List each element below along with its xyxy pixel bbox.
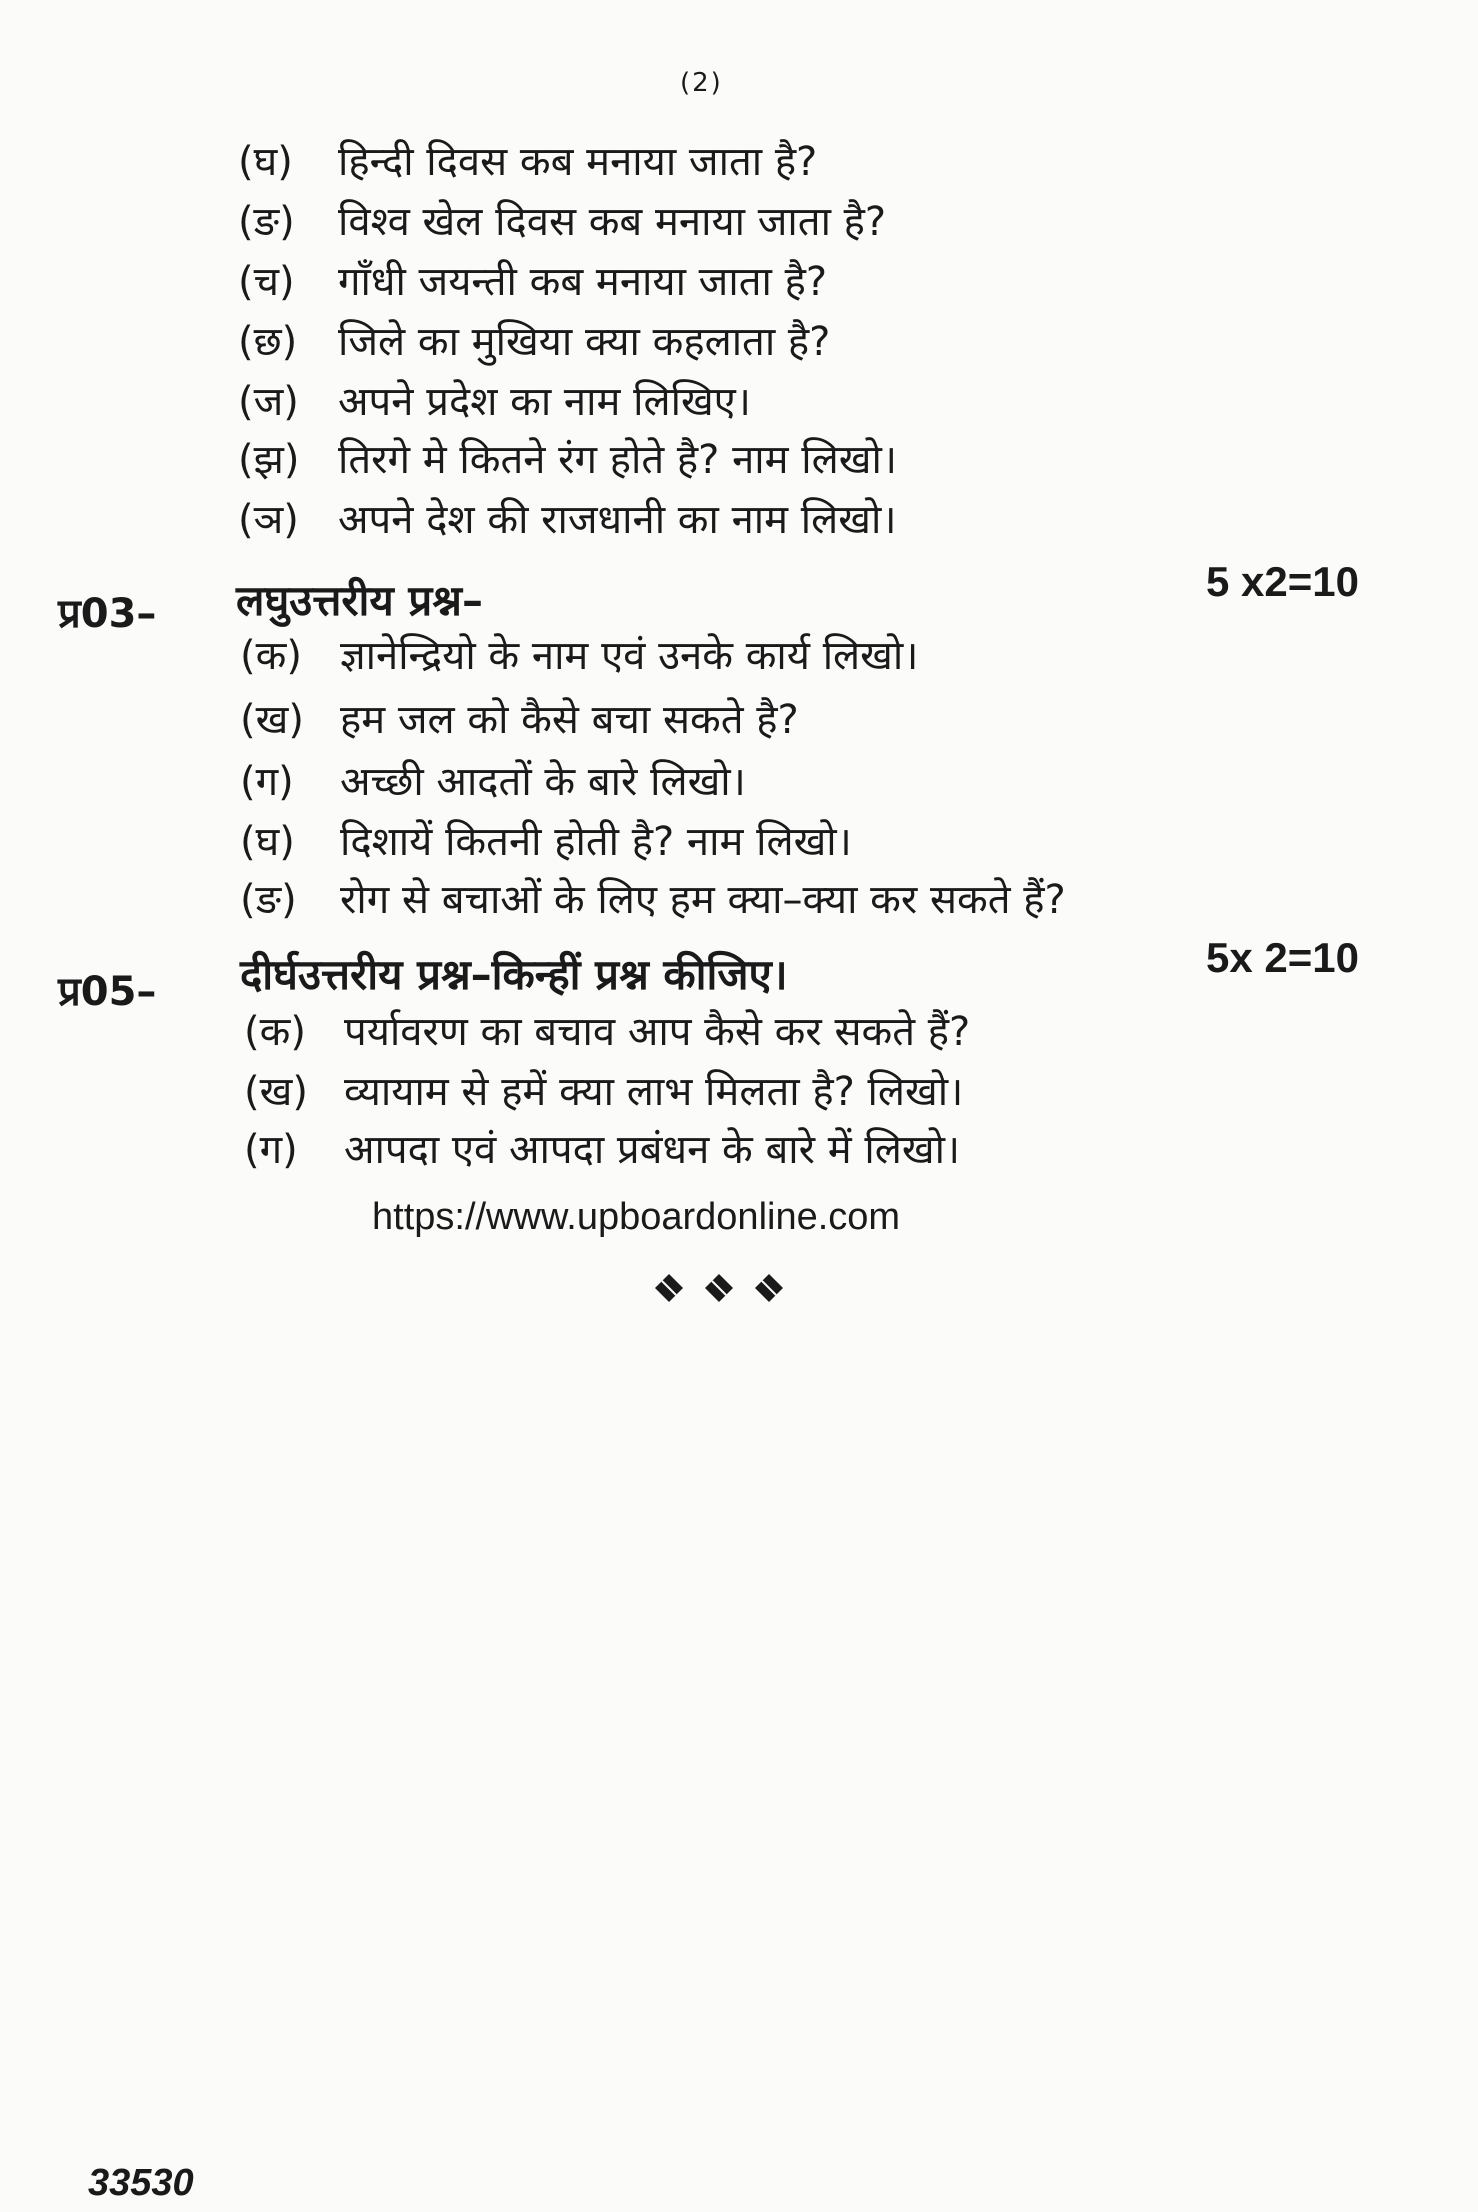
item-text: पर्यावरण का बचाव आप कैसे कर सकते हैं? xyxy=(344,1009,971,1055)
item-text: व्यायाम से हमें क्या लाभ मिलता है? लिखो। xyxy=(344,1069,964,1115)
list-item xyxy=(244,1069,964,1115)
item-text: हिन्दी दिवस कब मनाया जाता है? xyxy=(338,139,818,185)
item-text: जिले का मुखिया क्या कहलाता है? xyxy=(338,319,831,365)
item-text: अपने देश की राजधानी का नाम लिखो। xyxy=(338,497,897,543)
website-url: https://www.upboardonline.com xyxy=(372,1196,901,1238)
list-item xyxy=(238,199,887,245)
list-item xyxy=(238,379,751,425)
item-label: (क) xyxy=(244,1009,306,1055)
list-item xyxy=(244,1009,971,1055)
item-text: विश्व खेल दिवस कब मनाया जाता है? xyxy=(338,199,887,245)
item-text: आपदा एवं आपदा प्रबंधन के बारे में लिखो। xyxy=(344,1127,961,1173)
item-label: (ग) xyxy=(240,759,294,805)
page-number: (2) xyxy=(680,68,723,98)
list-item xyxy=(238,437,897,483)
item-label: (ज) xyxy=(238,379,299,425)
item-label: (झ) xyxy=(238,437,300,483)
item-label: (च) xyxy=(238,259,295,305)
item-text: अपने प्रदेश का नाम लिखिए। xyxy=(338,379,751,425)
list-item xyxy=(240,877,1066,923)
list-item xyxy=(238,319,831,365)
item-label: (ङ) xyxy=(238,199,295,245)
item-text: ज्ञानेन्द्रियो के नाम एवं उनके कार्य लिखो। xyxy=(340,633,919,679)
list-item xyxy=(238,139,818,185)
question-marks: 5x 2=10 xyxy=(1206,934,1359,981)
item-text: हम जल को कैसे बचा सकते है? xyxy=(340,697,799,743)
list-item xyxy=(238,259,828,305)
list-item xyxy=(240,697,799,743)
list-item xyxy=(240,819,852,865)
list-item xyxy=(240,633,919,679)
question-heading: दीर्घउत्तरीय प्रश्न–किन्हीं प्रश्न कीजिए। xyxy=(240,950,788,999)
item-label: (छ) xyxy=(238,319,298,365)
item-label: (ख) xyxy=(240,697,304,743)
list-item xyxy=(244,1127,961,1173)
question-marks: 5 x2=10 xyxy=(1206,558,1359,605)
item-label: (घ) xyxy=(238,139,293,185)
item-text: दिशायें कितनी होती है? नाम लिखो। xyxy=(340,819,852,865)
paper-code: 33530 xyxy=(88,2162,194,2204)
item-label: (ञ) xyxy=(238,497,299,543)
item-label: (क) xyxy=(240,633,302,679)
question-number: प्र03– xyxy=(58,591,157,637)
item-label: (ङ) xyxy=(240,877,297,923)
list-item xyxy=(238,497,897,543)
item-text: तिरगे मे कितने रंग होते है? नाम लिखो। xyxy=(338,437,897,483)
question-number: प्र05– xyxy=(58,969,157,1015)
list-item xyxy=(240,759,746,805)
question-heading: लघुउत्तरीय प्रश्न– xyxy=(236,576,483,625)
item-text: रोग से बचाओं के लिए हम क्या–क्या कर सकते हैं? xyxy=(340,877,1066,923)
item-text: गाँधी जयन्ती कब मनाया जाता है? xyxy=(338,259,828,305)
diamond-ornament-icon xyxy=(655,1270,787,1306)
item-text: अच्छी आदतों के बारे लिखो। xyxy=(340,759,746,805)
item-label: (ग) xyxy=(244,1127,298,1173)
item-label: (घ) xyxy=(240,819,295,865)
item-label: (ख) xyxy=(244,1069,308,1115)
